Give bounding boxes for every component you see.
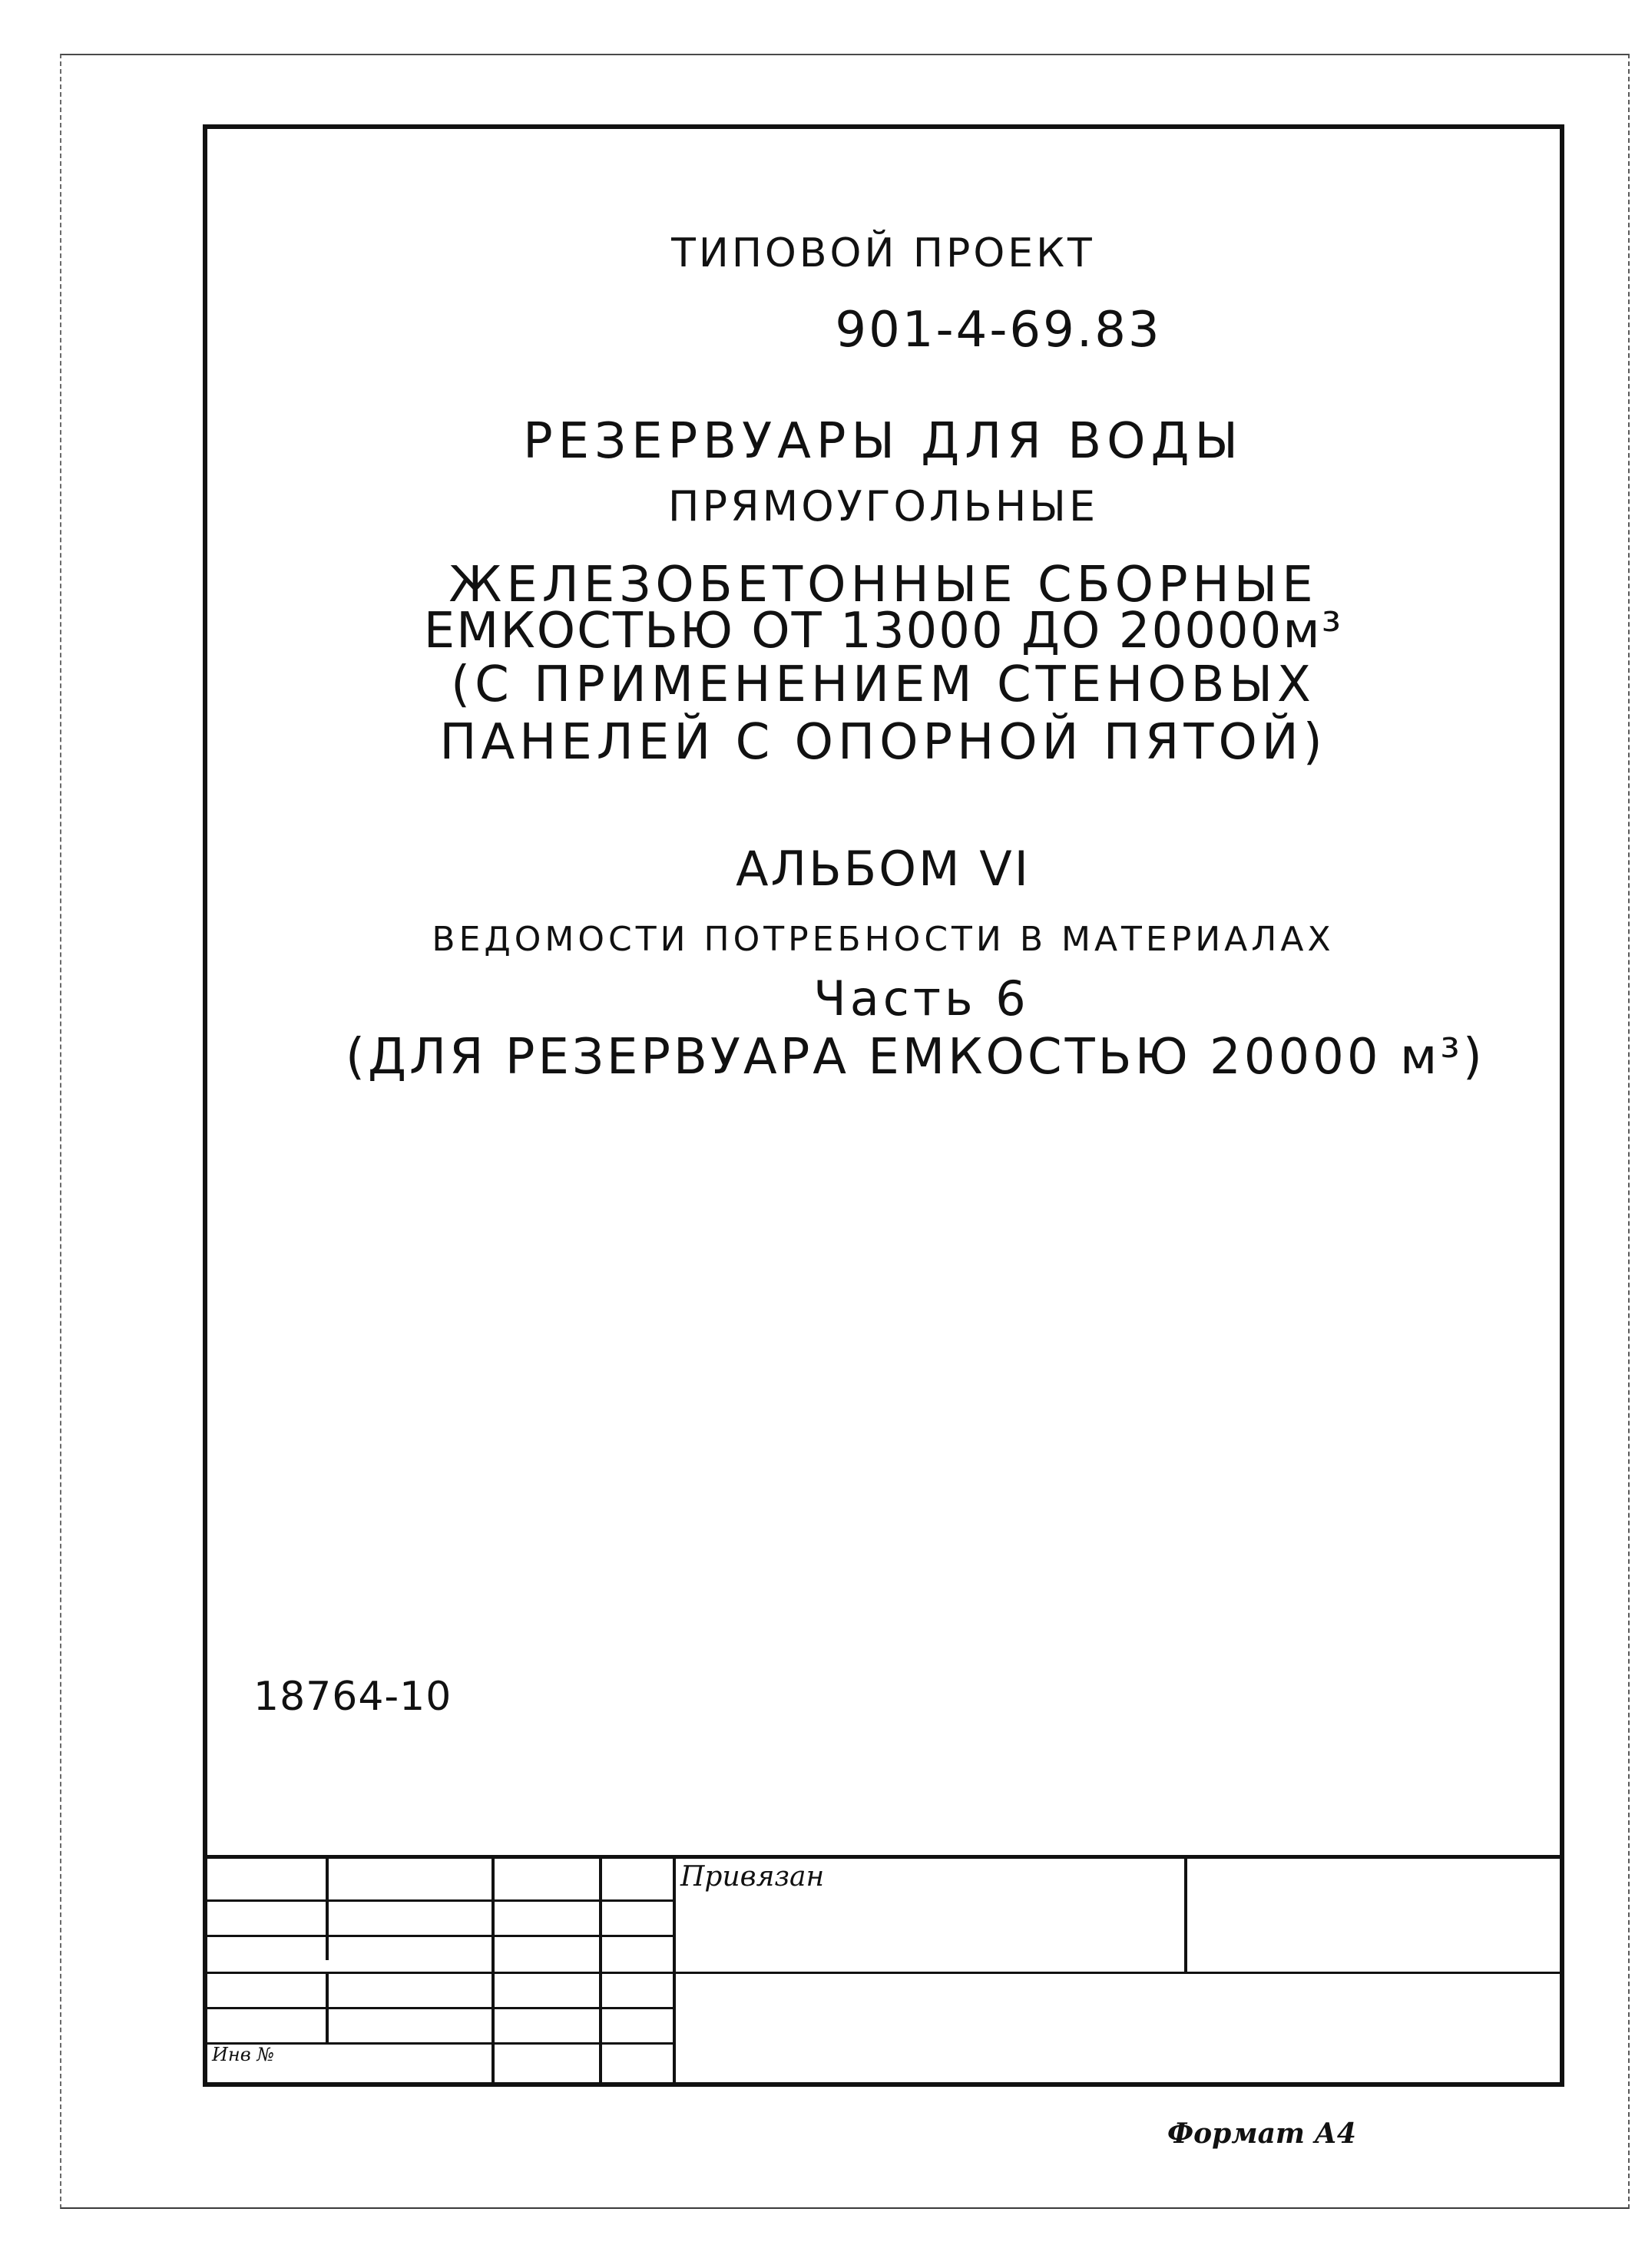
- title-block-row-line: [203, 1935, 674, 1937]
- inv-number-label: Инв №: [212, 2044, 275, 2065]
- album-title: АЛЬБОМ VI: [736, 841, 1031, 897]
- album-subject: ВЕДОМОСТИ ПОТРЕБНОСТИ В МАТЕРИАЛАХ: [432, 920, 1335, 959]
- title-line-2: ПРЯМОУГОЛЬНЫЕ: [667, 482, 1099, 531]
- title-block-top-border: [203, 1855, 1564, 1859]
- title-line-4: ЕМКОСТЬЮ ОТ 13000 ДО 20000м³: [423, 603, 1343, 660]
- title-block-col-line: [491, 1856, 495, 2084]
- part-number: Часть 6: [813, 970, 1030, 1027]
- title-block-col-line: [326, 1856, 329, 1960]
- title-line-6: ПАНЕЛЕЙ С ОПОРНОЙ ПЯТОЙ): [439, 714, 1327, 771]
- title-block-col-line: [326, 1972, 329, 2042]
- title-line-1: РЕЗЕРВУАРЫ ДЛЯ ВОДЫ: [523, 413, 1243, 470]
- project-number: 901-4-69.83: [835, 302, 1162, 359]
- title-line-5: (С ПРИМЕНЕНИЕМ СТЕНОВЫХ: [451, 656, 1316, 713]
- format-label: Формат А4: [1167, 2118, 1356, 2150]
- part-note: (ДЛЯ РЕЗЕРВУАРА ЕМКОСТЬЮ 20000 м³): [346, 1029, 1485, 1086]
- title-block-col-line: [599, 1856, 602, 2084]
- title-line-3: ЖЕЛЕЗОБЕТОННЫЕ СБОРНЫЕ: [448, 557, 1318, 613]
- privyazan-label: Привязан: [680, 1861, 825, 1893]
- title-block-row-line: [203, 1972, 1564, 1974]
- title-block-col-line: [1184, 1856, 1187, 1972]
- title-block-row-line: [203, 1899, 674, 1902]
- project-label: ТИПОВОЙ ПРОЕКТ: [671, 230, 1095, 276]
- title-block-row-line: [203, 2007, 674, 2009]
- title-block-col-line: [673, 1856, 676, 2084]
- inventory-code: 18764-10: [253, 1674, 452, 1720]
